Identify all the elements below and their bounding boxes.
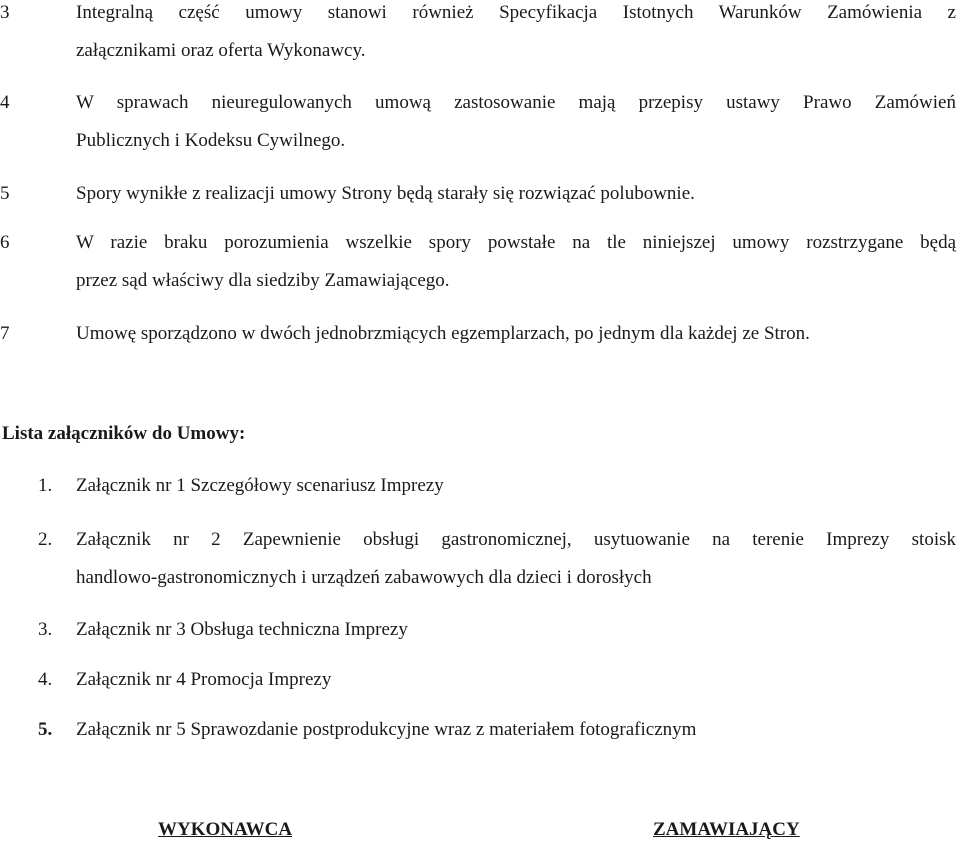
clause-number: 6 [0, 232, 10, 253]
attachment-text-line: handlowo-gastronomicznych i urządzeń zabawowych dla dzieci i dorosłych [76, 567, 652, 588]
clause-text-line: W sprawach nieuregulowanych umową zastosowanie mają przepisy ustawy Prawo Zamówień [76, 92, 956, 113]
clause-number: 5 [0, 183, 10, 204]
clause-text-line: Publicznych i Kodeksu Cywilnego. [76, 130, 346, 151]
attachment-2 [38, 521, 956, 597]
attachment-number: 5. [38, 719, 53, 740]
attachment-text-line: Załącznik nr 3 Obsługa techniczna Imprezy [76, 619, 408, 640]
clause-text-line: Umowę sporządzono w dwóch jednobrzmiących egzemplarzach, po jednym dla każdej ze Stron. [76, 323, 810, 344]
clause-number: 7 [0, 323, 10, 344]
attachments-heading: Lista załączników do Umowy: [2, 423, 246, 444]
clause-6 [0, 224, 956, 300]
clause-number: 4 [0, 92, 10, 113]
clause-3 [0, 0, 956, 70]
clause-text-line: załącznikami oraz oferta Wykonawcy. [76, 40, 366, 61]
attachment-text-line: Załącznik nr 1 Szczegółowy scenariusz Imprezy [76, 475, 444, 496]
clause-text-line: przez sąd właściwy dla siedziby Zamawiającego. [76, 270, 450, 291]
clause-7 [0, 315, 956, 353]
attachment-number: 2. [38, 529, 53, 550]
attachment-text-line: Załącznik nr 2 Zapewnienie obsługi gastronomicznej, usytuowanie na terenie Imprezy stoisk [76, 529, 956, 550]
attachment-3 [38, 611, 956, 649]
attachment-text-line: Załącznik nr 4 Promocja Imprezy [76, 669, 332, 690]
clause-number: 3 [0, 2, 10, 23]
clause-4 [0, 84, 956, 160]
attachment-4 [38, 661, 956, 699]
clause-text-line: W razie braku porozumienia wszelkie spory powstałe na tle niniejszej umowy rozstrzygane będą [76, 232, 956, 253]
attachment-5 [38, 711, 956, 749]
signature-ordering-party: ZAMAWIAJĄCY [653, 819, 800, 840]
attachment-number: 1. [38, 475, 53, 496]
attachment-text-line: Załącznik nr 5 Sprawozdanie postprodukcyjne wraz z materiałem fotograficznym [76, 719, 697, 740]
clause-text-line: Integralną część umowy stanowi również Specyfikacja Istotnych Warunków Zamówienia z [76, 2, 956, 23]
clause-text-line: Spory wynikłe z realizacji umowy Strony będą starały się rozwiązać polubownie. [76, 183, 695, 204]
clause-5 [0, 175, 956, 213]
attachment-1 [38, 467, 956, 505]
signature-contractor: WYKONAWCA [158, 819, 293, 840]
attachment-number: 3. [38, 619, 53, 640]
attachment-number: 4. [38, 669, 53, 690]
